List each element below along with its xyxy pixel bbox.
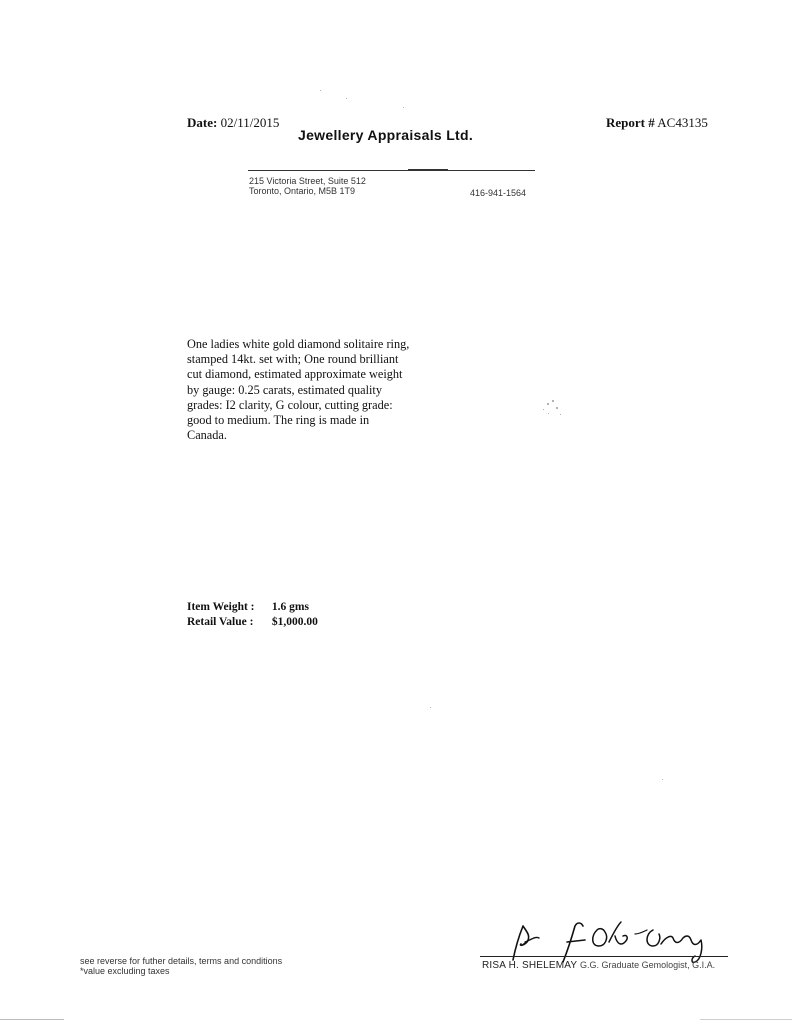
date-value: 02/11/2015 — [220, 115, 280, 130]
retail-value-label: Retail Value : — [187, 616, 254, 628]
scan-speck — [403, 107, 404, 108]
item-weight-row — [187, 601, 309, 613]
signer-credentials: G.G. Graduate Gemologist, G.I.A. — [580, 960, 716, 970]
date-label: Date: — [187, 115, 218, 130]
scan-speck — [548, 413, 549, 414]
item-description — [187, 337, 457, 443]
item-weight-value: 1.6 gms — [271, 601, 309, 613]
scan-edge-mark — [700, 1019, 792, 1020]
description-line: One ladies white gold diamond solitaire ring, — [187, 337, 410, 351]
scan-speck — [560, 414, 561, 415]
company-name: Jewellery Appraisals Ltd. — [298, 127, 474, 143]
signer-name: RISA H. SHELEMAY — [482, 960, 578, 971]
footer-tax-note: *value excluding taxes — [80, 966, 170, 976]
report-number-line — [606, 115, 708, 131]
scan-speck — [346, 98, 347, 99]
scan-edge-mark — [0, 1019, 64, 1020]
signature-line — [480, 956, 728, 957]
description-line: by gauge: 0.25 carats, estimated quality — [187, 382, 382, 397]
item-weight-label: Item Weight : — [187, 601, 255, 613]
description-line: good to medium. The ring is made in — [187, 413, 370, 428]
report-label: Report # — [606, 115, 655, 130]
scan-speck — [320, 90, 321, 91]
scan-speck — [552, 400, 554, 402]
handwritten-signature — [505, 912, 725, 966]
scan-speck — [430, 707, 431, 708]
description-line: grades: I2 clarity, G colour, cutting grade: — [187, 397, 393, 412]
retail-value-value: $1,000.00 — [271, 616, 318, 628]
address-line-2: Toronto, Ontario, M5B 1T9 — [249, 186, 356, 196]
header-divider-accent — [408, 169, 448, 171]
phone-number: 416-941-1564 — [470, 188, 527, 198]
report-value: AC43135 — [657, 115, 708, 130]
scan-speck — [556, 407, 558, 409]
address-line-1: 215 Victoria Street, Suite 512 — [249, 176, 366, 186]
retail-value-row — [187, 616, 318, 628]
scan-speck — [547, 403, 549, 405]
scan-speck — [543, 409, 544, 410]
date-line — [187, 115, 279, 131]
footer-terms-note: see reverse for futher details, terms and conditions — [80, 956, 283, 966]
signer-block — [482, 960, 715, 971]
header-divider — [248, 170, 535, 171]
description-line: Canada. — [187, 428, 227, 443]
description-line: cut diamond, estimated approximate weight — [187, 367, 403, 382]
scan-speck — [662, 779, 663, 780]
description-line: stamped 14kt. set with; One round brilliant — [187, 352, 399, 367]
